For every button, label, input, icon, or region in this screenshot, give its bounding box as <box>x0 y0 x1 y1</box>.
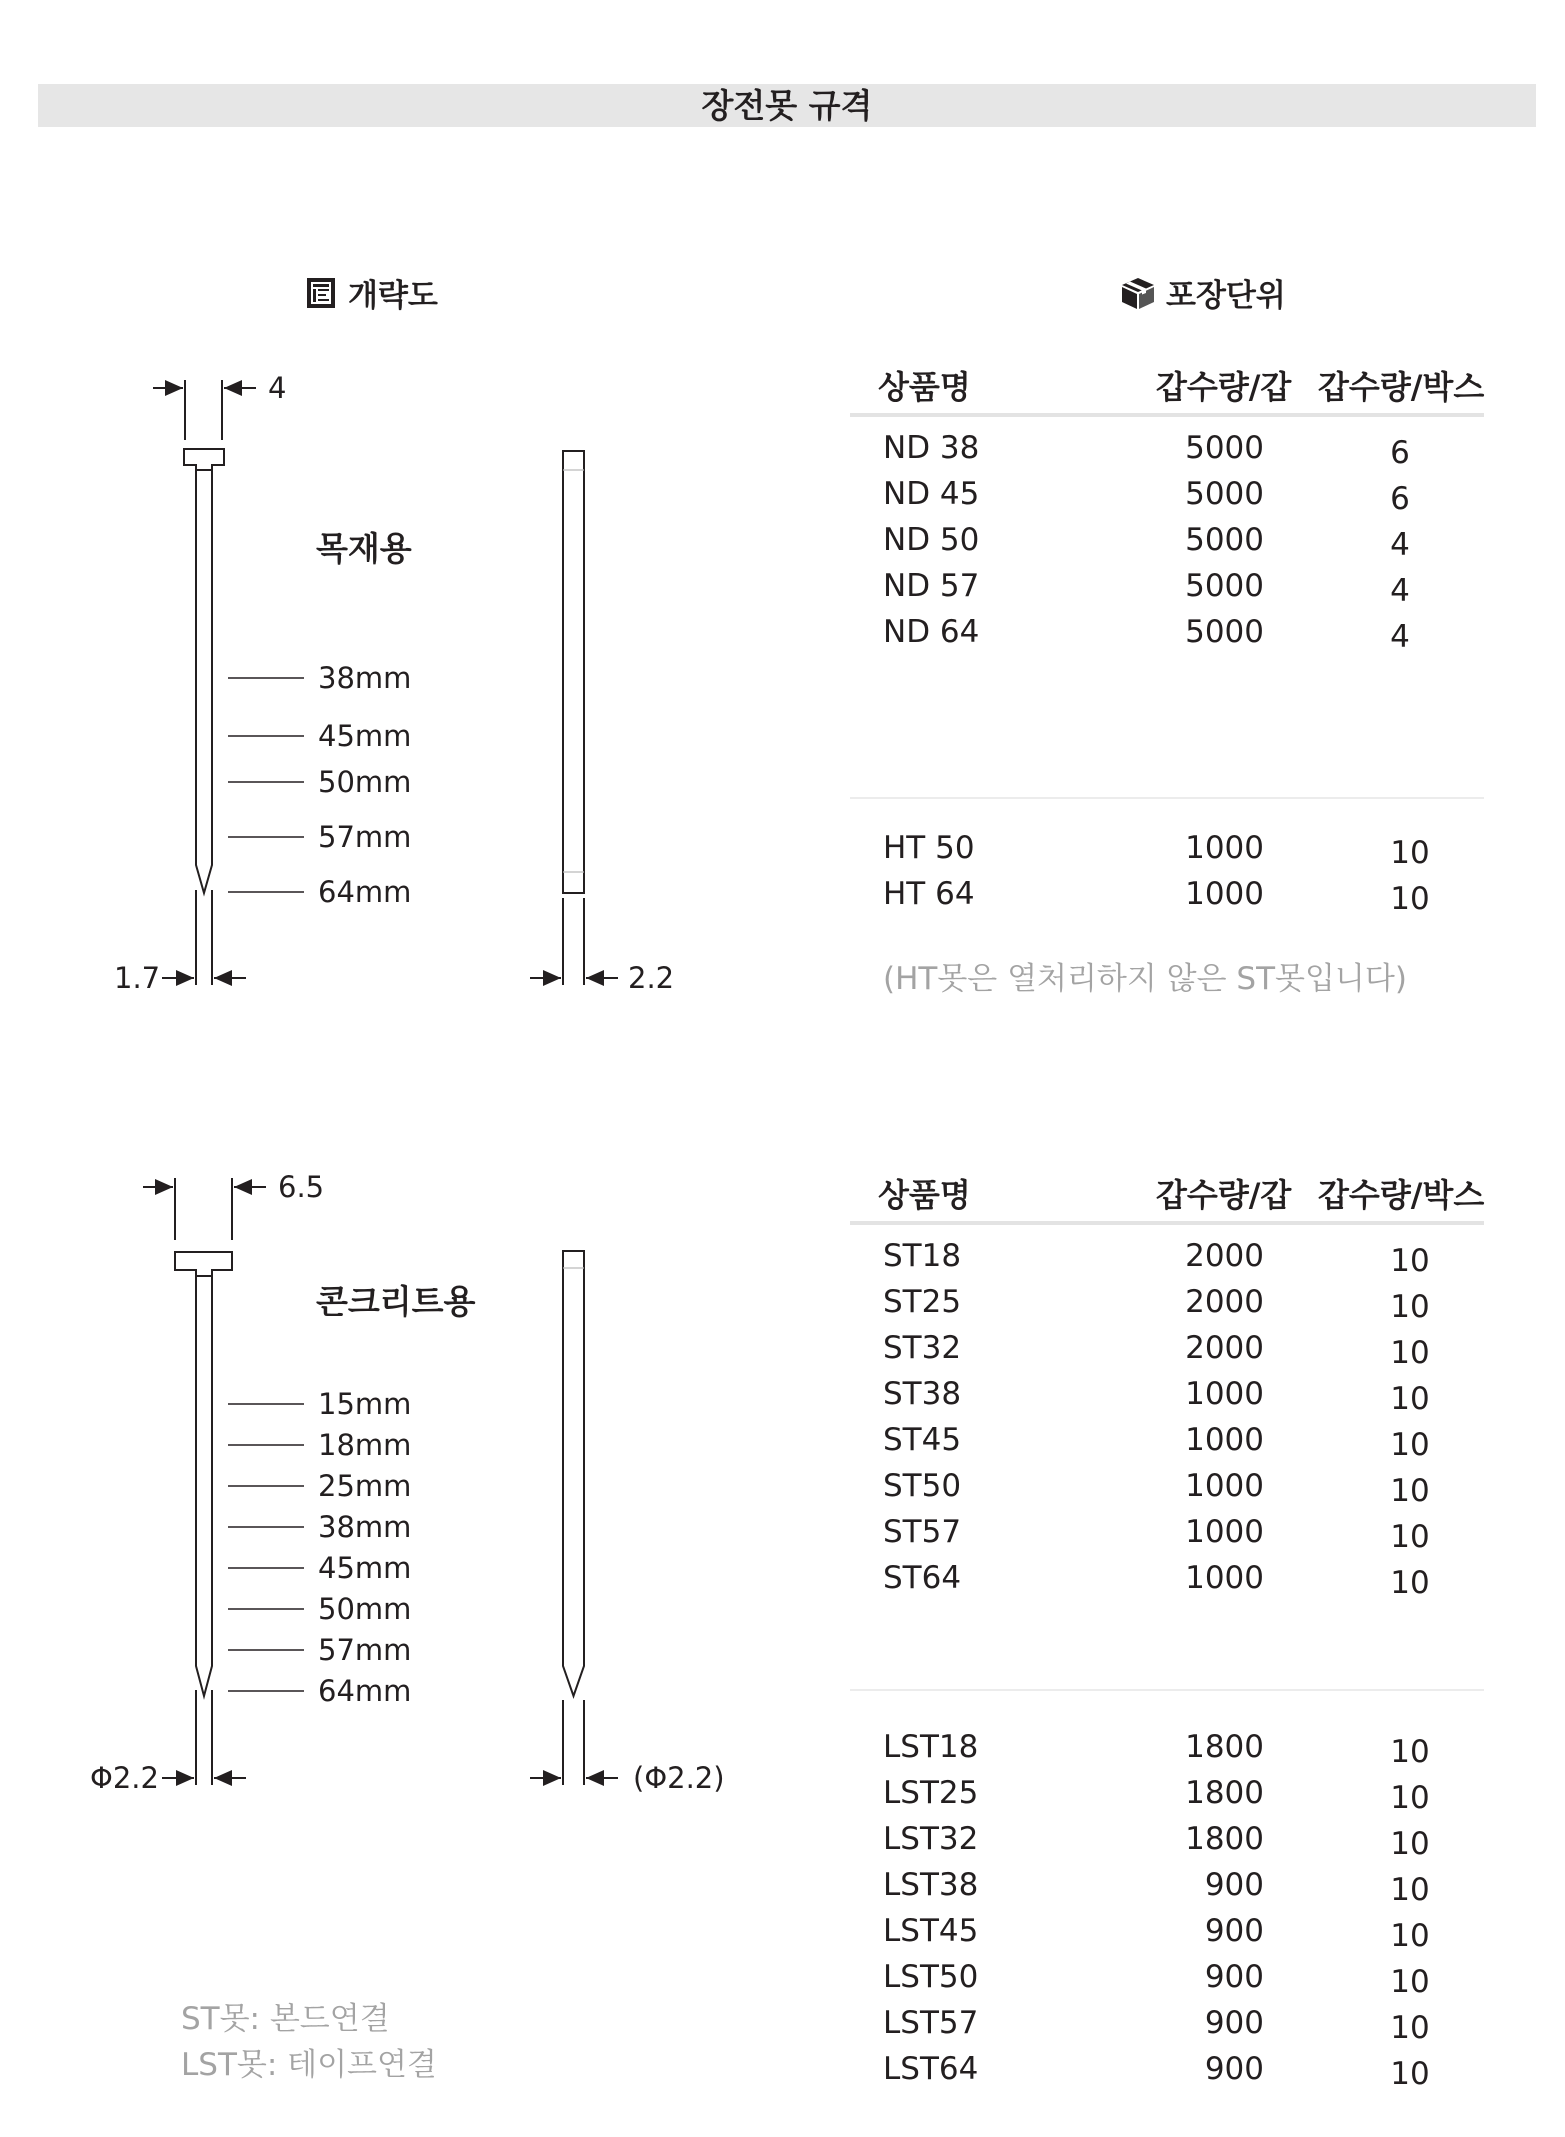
table-cell-name: LST25 <box>883 1775 979 1811</box>
concrete-nail-side <box>530 1251 618 1785</box>
table-cell-name: ST64 <box>883 1560 962 1596</box>
legend-st: ST못: 본드연결 <box>181 2001 390 2037</box>
table-cell-per-box: 10 <box>1390 1243 1430 1279</box>
wood-shank-diameter-label: 1.7 <box>114 961 161 995</box>
concrete-length-label: 38mm <box>318 1510 412 1544</box>
table-cell-name: LST45 <box>883 1913 979 1949</box>
table-group-divider <box>850 1689 1484 1691</box>
wood-length-label: 38mm <box>318 661 412 695</box>
table-cell-per-box: 10 <box>1390 1335 1430 1371</box>
table-cell-per-pack: 900 <box>1204 2005 1264 2041</box>
concrete-length-label: 45mm <box>318 1551 412 1585</box>
table-cell-per-box: 10 <box>1390 1780 1430 1816</box>
table-cell-per-box: 10 <box>1390 1964 1430 2000</box>
table-cell-per-box: 6 <box>1390 435 1410 471</box>
wood-head-width-label: 4 <box>268 371 287 405</box>
table-header-rule <box>850 1221 1484 1225</box>
table-cell-per-box: 6 <box>1390 481 1410 517</box>
table-cell-per-pack: 1000 <box>1185 1422 1264 1458</box>
table-cell-per-pack: 5000 <box>1185 568 1264 604</box>
col-header-product: 상품명 <box>878 368 971 406</box>
concrete-length-label: 50mm <box>318 1592 412 1626</box>
table-cell-per-box: 10 <box>1390 835 1430 871</box>
table-cell-per-box: 10 <box>1390 1381 1430 1417</box>
table-cell-per-pack: 1800 <box>1185 1775 1264 1811</box>
table-cell-name: LST50 <box>883 1959 979 1995</box>
table-cell-per-pack: 2000 <box>1185 1284 1264 1320</box>
wood-side-diameter-label: 2.2 <box>628 961 675 995</box>
packaging-heading-label: 포장단위 <box>1166 278 1286 314</box>
table-cell-name: ND 38 <box>883 430 980 466</box>
table-cell-per-pack: 5000 <box>1185 430 1264 466</box>
table-cell-per-pack: 1000 <box>1185 830 1264 866</box>
table-cell-per-pack: 1000 <box>1185 876 1264 912</box>
table-cell-name: ST38 <box>883 1376 962 1412</box>
table-cell-per-box: 4 <box>1390 527 1410 563</box>
table-cell-per-box: 10 <box>1390 1473 1430 1509</box>
table-cell-name: ND 45 <box>883 476 980 512</box>
table-cell-per-box: 10 <box>1390 881 1430 917</box>
concrete-length-label: 64mm <box>318 1674 412 1708</box>
table-cell-per-pack: 900 <box>1204 1959 1264 1995</box>
table-cell-per-pack: 1800 <box>1185 1729 1264 1765</box>
table-cell-per-pack: 1800 <box>1185 1821 1264 1857</box>
col-header-per-pack: 갑수량/갑 <box>1156 1176 1292 1214</box>
table-cell-name: LST18 <box>883 1729 979 1765</box>
table-cell-name: ND 50 <box>883 522 980 558</box>
diagram-heading-label: 개략도 <box>348 278 438 314</box>
table-cell-name: HT 64 <box>883 876 975 912</box>
col-header-product: 상품명 <box>878 1176 971 1214</box>
table-cell-per-pack: 1000 <box>1185 1376 1264 1412</box>
table-cell-per-box: 4 <box>1390 619 1410 655</box>
table-cell-per-box: 10 <box>1390 1872 1430 1908</box>
legend-lst: LST못: 테이프연결 <box>181 2047 437 2083</box>
concrete-side-diameter-label: (Φ2.2) <box>633 1761 725 1795</box>
table-cell-per-box: 10 <box>1390 1565 1430 1601</box>
table-cell-name: ST50 <box>883 1468 962 1504</box>
table-cell-per-box: 4 <box>1390 573 1410 609</box>
table-cell-per-pack: 2000 <box>1185 1238 1264 1274</box>
table-cell-name: LST57 <box>883 2005 979 2041</box>
concrete-length-label: 25mm <box>318 1469 412 1503</box>
table-cell-name: ND 57 <box>883 568 980 604</box>
table-cell-per-pack: 2000 <box>1185 1330 1264 1366</box>
table-cell-name: LST64 <box>883 2051 979 2087</box>
table-cell-per-pack: 1000 <box>1185 1468 1264 1504</box>
concrete-use-label: 콘크리트용 <box>316 1282 476 1321</box>
concrete-length-label: 57mm <box>318 1633 412 1667</box>
concrete-head-width-label: 6.5 <box>278 1170 325 1204</box>
wood-use-label: 목재용 <box>316 529 412 568</box>
table-cell-name: HT 50 <box>883 830 975 866</box>
table-cell-per-box: 10 <box>1390 1734 1430 1770</box>
table-cell-per-pack: 900 <box>1204 2051 1264 2087</box>
table-cell-per-box: 10 <box>1390 2056 1430 2092</box>
table-cell-name: ST57 <box>883 1514 962 1550</box>
page-title: 장전못 규격 <box>701 86 873 125</box>
table-cell-per-box: 10 <box>1390 1427 1430 1463</box>
table-cell-per-box: 10 <box>1390 1918 1430 1954</box>
table-cell-name: ST45 <box>883 1422 962 1458</box>
wood-nail-front <box>153 380 304 985</box>
wood-nail-side <box>530 451 618 985</box>
col-header-per-box: 갑수량/박스 <box>1318 368 1485 406</box>
table-cell-name: ST25 <box>883 1284 962 1320</box>
table-cell-name: ND 64 <box>883 614 980 650</box>
table-cell-per-pack: 900 <box>1204 1913 1264 1949</box>
concrete-length-label: 18mm <box>318 1428 412 1462</box>
concrete-length-label: 15mm <box>318 1387 412 1421</box>
table-group-divider <box>850 797 1484 799</box>
wood-length-label: 64mm <box>318 875 412 909</box>
wood-length-label: 57mm <box>318 820 412 854</box>
table-cell-per-pack: 1000 <box>1185 1514 1264 1550</box>
table-cell-name: LST38 <box>883 1867 979 1903</box>
table-cell-per-pack: 900 <box>1204 1867 1264 1903</box>
table-cell-name: ST32 <box>883 1330 962 1366</box>
concrete-nail-front <box>143 1178 304 1785</box>
table-cell-per-pack: 1000 <box>1185 1560 1264 1596</box>
table-cell-per-box: 10 <box>1390 1826 1430 1862</box>
col-header-per-box: 갑수량/박스 <box>1318 1176 1485 1214</box>
wood-length-label: 45mm <box>318 719 412 753</box>
table-cell-per-box: 10 <box>1390 2010 1430 2046</box>
table-cell-per-pack: 5000 <box>1185 476 1264 512</box>
table-cell-per-pack: 5000 <box>1185 614 1264 650</box>
table-header-rule <box>850 413 1484 417</box>
table-cell-per-box: 10 <box>1390 1519 1430 1555</box>
table-cell-name: ST18 <box>883 1238 962 1274</box>
table-cell-per-pack: 5000 <box>1185 522 1264 558</box>
table-cell-name: LST32 <box>883 1821 979 1857</box>
col-header-per-pack: 갑수량/갑 <box>1156 368 1292 406</box>
ht-note: (HT못은 열처리하지 않은 ST못입니다) <box>883 961 1407 997</box>
table-cell-per-box: 10 <box>1390 1289 1430 1325</box>
concrete-shank-diameter-label: Φ2.2 <box>90 1761 159 1795</box>
wood-length-label: 50mm <box>318 765 412 799</box>
